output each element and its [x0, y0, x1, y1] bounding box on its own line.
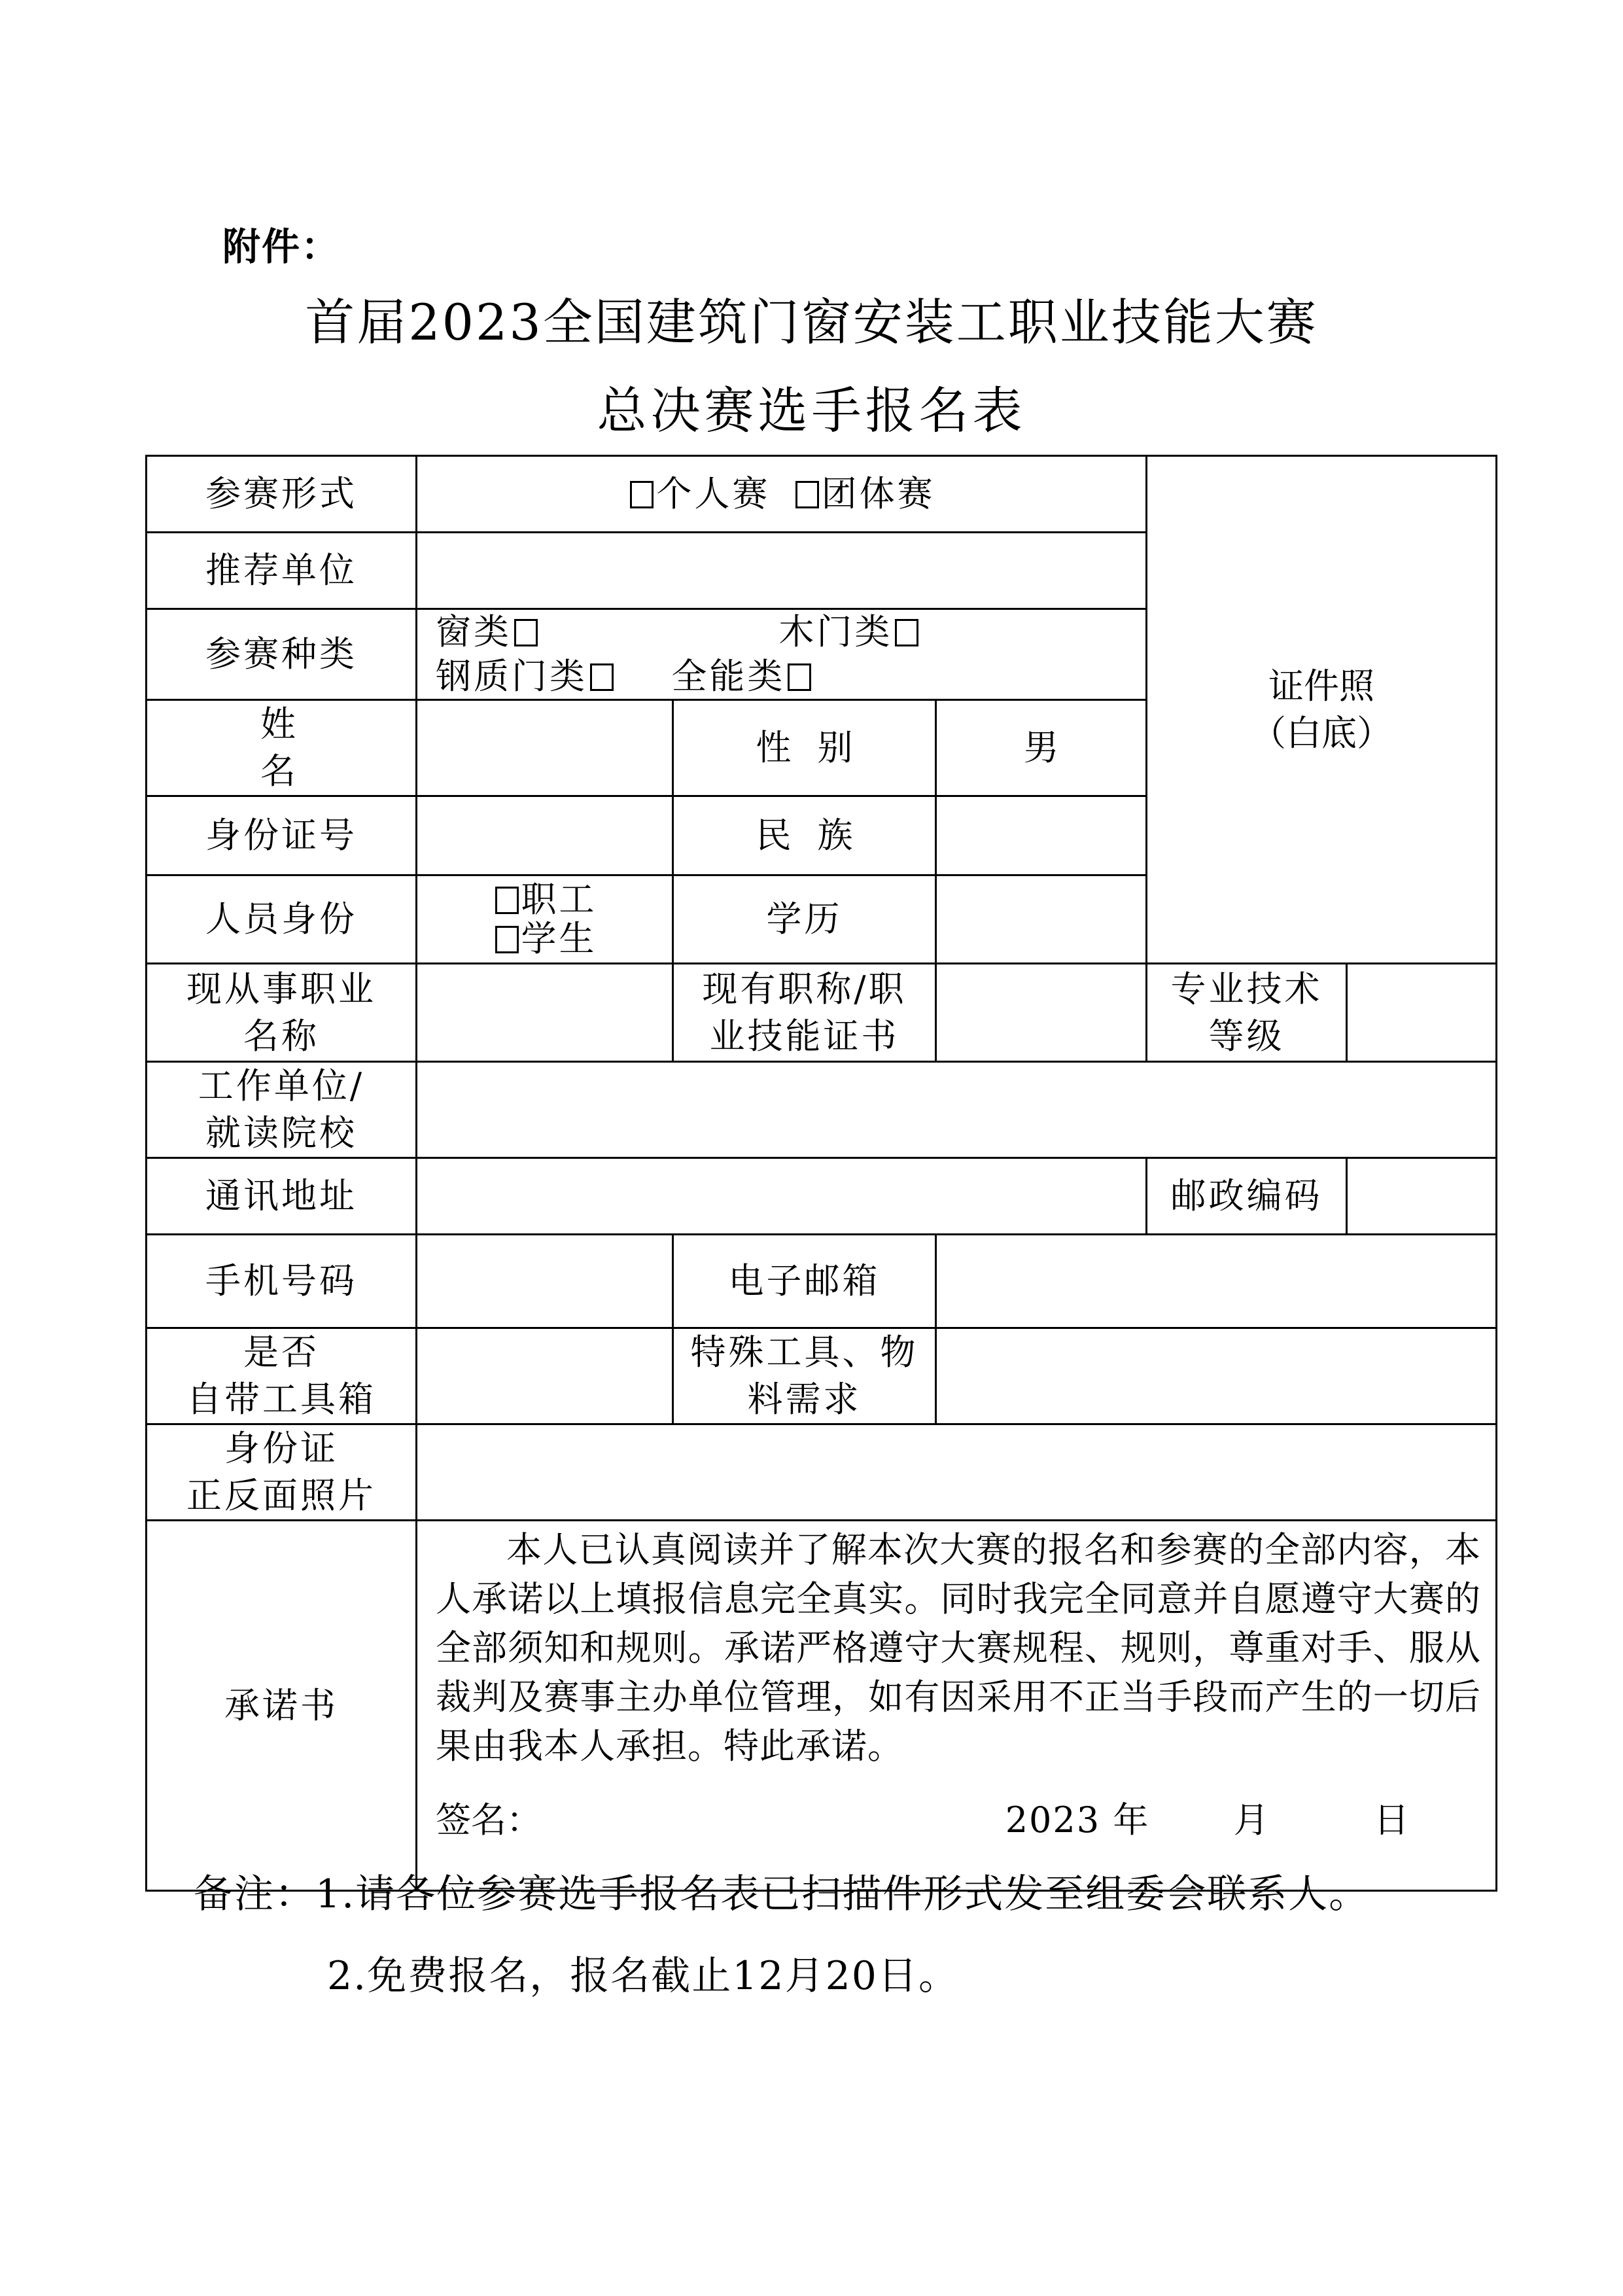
steel-door-checkbox[interactable] [590, 663, 614, 691]
occupation-field[interactable] [417, 964, 673, 1062]
individual-option-label: 个人赛 [656, 473, 771, 514]
ethnicity-field[interactable] [936, 796, 1147, 875]
gender-label: 性别 [673, 700, 936, 796]
id-photo-label [147, 1424, 417, 1521]
name-field[interactable] [417, 700, 673, 796]
toolbox-field[interactable] [417, 1328, 673, 1424]
special-tools-label [673, 1328, 936, 1424]
occupation-label-line1: 现从事职业 [186, 968, 376, 1010]
student-option-label: 学生 [521, 918, 597, 959]
email-label: 电子邮箱 [673, 1235, 936, 1328]
individual-checkbox[interactable] [630, 481, 654, 508]
education-field[interactable] [936, 875, 1147, 964]
address-field[interactable] [417, 1158, 1147, 1235]
phone-label: 手机号码 [147, 1235, 417, 1328]
occupation-label [147, 964, 417, 1062]
tech-level-label [1147, 964, 1347, 1062]
pledge-cell [417, 1521, 1497, 1891]
row-toolbox [147, 1328, 1497, 1424]
tech-level-field[interactable] [1347, 964, 1497, 1062]
signature-date [1005, 1797, 1410, 1844]
staff-checkbox[interactable] [495, 887, 519, 914]
staff-option-label: 职工 [521, 879, 597, 920]
date-year-unit: 年 [1113, 1799, 1150, 1841]
all-round-option-label: 全能类 [671, 656, 786, 697]
special-tools-label-line2: 料需求 [747, 1379, 862, 1420]
identity-label: 人员身份 [147, 875, 417, 964]
row-pledge [147, 1521, 1497, 1891]
id-number-field[interactable] [417, 796, 673, 875]
id-photo-label-line1: 身份证 [224, 1428, 338, 1469]
tech-level-label-line2: 等级 [1208, 1015, 1285, 1057]
date-day-unit: 日 [1374, 1799, 1410, 1841]
id-number-label: 身份证号 [147, 796, 417, 875]
work-unit-label [147, 1062, 417, 1158]
recommending-unit-field[interactable] [417, 533, 1147, 609]
toolbox-label-line1: 是否 [243, 1332, 319, 1373]
row-phone-email [147, 1235, 1497, 1328]
row-entry-type [147, 456, 1497, 533]
row-id-photos [147, 1424, 1497, 1521]
row-address [147, 1158, 1497, 1235]
steel-door-option-label: 钢质门类 [436, 656, 587, 697]
wood-door-option-label: 木门类 [778, 611, 893, 652]
toolbox-label-line2: 自带工具箱 [186, 1379, 376, 1420]
signature-label: 签名： [436, 1799, 542, 1841]
special-tools-label-line1: 特殊工具、物 [690, 1332, 918, 1373]
work-unit-label-line2: 就读院校 [205, 1112, 357, 1154]
date-month-unit: 月 [1233, 1799, 1270, 1841]
note-2: 2.免费报名，报名截止12月20日。 [327, 1953, 959, 1999]
occupation-label-line2: 名称 [243, 1015, 319, 1057]
window-checkbox[interactable] [514, 619, 538, 646]
attachment-label: 附件： [222, 224, 341, 269]
education-label: 学历 [673, 875, 936, 964]
all-round-checkbox[interactable] [788, 663, 811, 691]
form-title: 首届2023全国建筑门窗安装工职业技能大赛 [305, 293, 1318, 351]
photo-label: 证件照 [1268, 665, 1374, 707]
email-field[interactable] [936, 1235, 1497, 1328]
date-year: 2023 [1005, 1799, 1101, 1841]
title-cert-label [673, 964, 936, 1062]
title-cert-label-line1: 现有职称/职 [702, 968, 907, 1010]
pledge-label: 承诺书 [147, 1521, 417, 1891]
work-unit-field[interactable] [417, 1062, 1497, 1158]
name-label: 姓名 [147, 700, 417, 796]
title-cert-label-line2: 业技能证书 [709, 1015, 899, 1057]
postcode-field[interactable] [1347, 1158, 1497, 1235]
id-photo-field[interactable] [417, 1424, 1497, 1521]
form-subtitle: 总决赛选手报名表 [597, 381, 1026, 440]
phone-field[interactable] [417, 1235, 673, 1328]
photo-label-note: （白底） [1251, 712, 1392, 754]
special-tools-field[interactable] [936, 1328, 1497, 1424]
entry-type-options [417, 456, 1147, 533]
window-option-label: 窗类 [436, 611, 512, 652]
pledge-text: 本人已认真阅读并了解本次大赛的报名和参赛的全部内容，本人承诺以上填报信息完全真实。同时我完全同意并自愿遵守大赛的全部须知和规则。承诺严格遵守大赛规程、规则，尊重对手、服从裁判及赛事主办单位管理，如有因采用不正当手段而产生的一切后果由我本人承担。特此承诺。 [436, 1529, 1481, 1767]
photo-box[interactable] [1147, 456, 1497, 964]
recommending-unit-label: 推荐单位 [147, 533, 417, 609]
team-checkbox[interactable] [795, 481, 819, 508]
row-work-unit [147, 1062, 1497, 1158]
identity-options [417, 875, 673, 964]
category-label: 参赛种类 [147, 609, 417, 700]
entry-type-label: 参赛形式 [147, 456, 417, 533]
tech-level-label-line1: 专业技术 [1170, 968, 1323, 1010]
address-label: 通讯地址 [147, 1158, 417, 1235]
category-options [417, 609, 1147, 700]
student-checkbox[interactable] [495, 926, 519, 953]
title-cert-field[interactable] [936, 964, 1147, 1062]
wood-door-checkbox[interactable] [895, 619, 918, 646]
work-unit-label-line1: 工作单位/ [198, 1065, 365, 1106]
signature-row [417, 1797, 1495, 1856]
postcode-label: 邮政编码 [1147, 1158, 1347, 1235]
note-1: 备注：1.请各位参赛选手报名表已扫描件形式发至组委会联系人。 [194, 1871, 1370, 1917]
id-photo-label-line2: 正反面照片 [186, 1475, 376, 1516]
registration-form [145, 455, 1497, 1892]
row-occupation [147, 964, 1497, 1062]
toolbox-label [147, 1328, 417, 1424]
gender-value[interactable]: 男 [936, 700, 1147, 796]
team-option-label: 团体赛 [821, 473, 935, 514]
ethnicity-label: 民族 [673, 796, 936, 875]
